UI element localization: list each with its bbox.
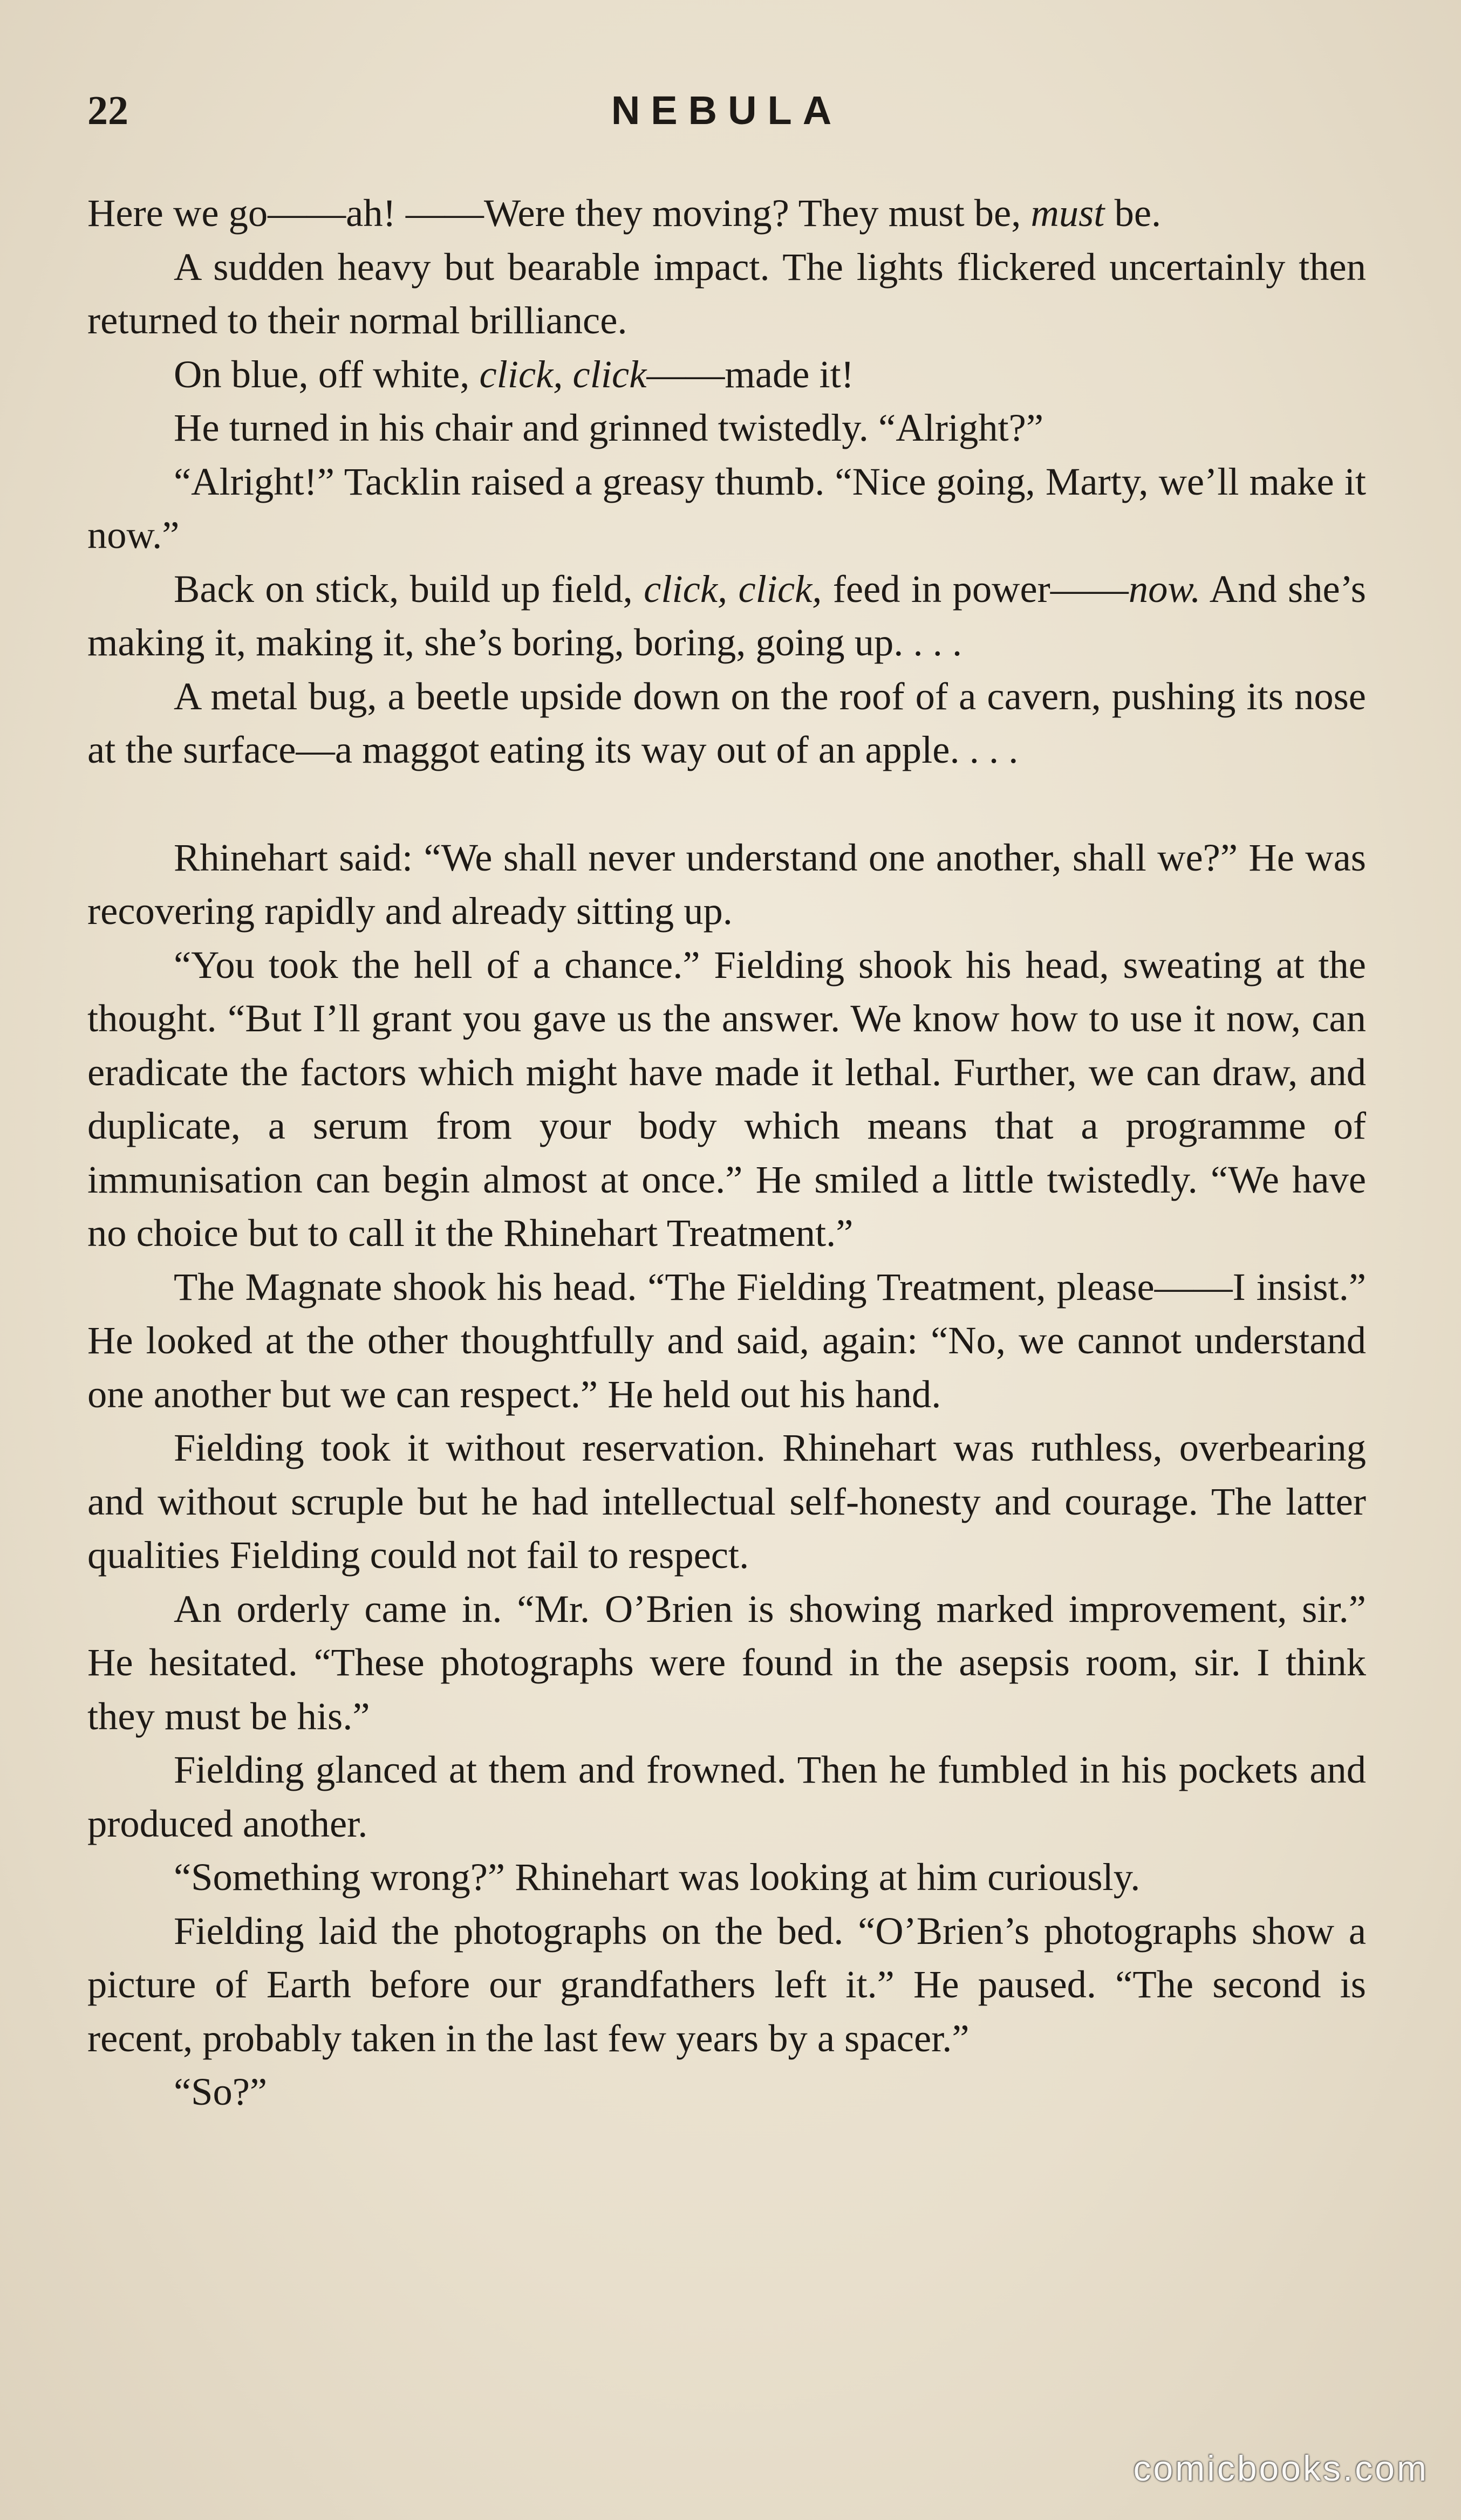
text-run: “Alright!” Tacklin raised a greasy thumb. “Nice going, Marty, we’ll make it now.” <box>87 459 1366 557</box>
paragraph <box>87 669 1366 777</box>
text-run: And she’s making it, making it, she’s boring, boring, going up. . . . <box>87 566 1366 664</box>
italic-text: now. <box>1128 566 1201 611</box>
text-run: Fielding glanced at them and frowned. Then he fumbled in his pockets and produced another. <box>87 1748 1366 1845</box>
text-run: An orderly came in. “Mr. O’Brien is showing marked improvement, sir.” He hesitated. “These photographs were found in the asepsis room, sir. I think they must be his.” <box>87 1586 1366 1738</box>
paragraph <box>87 831 1366 938</box>
text-run: “So?” <box>174 2070 268 2113</box>
text-run: A metal bug, a beetle upside down on the roof of a cavern, pushing its nose at the surface—a maggot eating its way out of an apple. . . . <box>87 674 1366 771</box>
text-run: be. <box>1104 191 1162 235</box>
text-run: Fielding took it without reservation. Rhinehart was ruthless, overbearing and without scruple but he had intellectual self-honesty and courage. The latter qualities Fielding could not fail to respect. <box>87 1426 1366 1577</box>
paragraph <box>87 401 1366 455</box>
section-break <box>87 777 1366 831</box>
text-run: Here we go——ah! ——Were they moving? They must be, <box>87 191 1031 235</box>
text-run: Back on stick, build up field, <box>174 566 644 611</box>
paragraph <box>87 1743 1366 1850</box>
paragraph <box>87 562 1366 669</box>
paragraph <box>87 455 1366 562</box>
text-run: Rhinehart said: “We shall never understand one another, shall we?” He was recovering rapidly and already sitting up. <box>87 835 1366 933</box>
page-number: 22 <box>87 88 128 133</box>
paragraph <box>87 1421 1366 1582</box>
text-run: “Something wrong?” Rhinehart was looking at him curiously. <box>174 1855 1141 1899</box>
text-run: Fielding laid the photographs on the bed. “O’Brien’s photographs show a picture of Earth before our grandfathers left it.” He paused. “The second is recent, probably taken in the last few years by a spacer.” <box>87 1908 1366 2060</box>
paragraph <box>87 1850 1366 1904</box>
running-head: NEBULA <box>611 88 843 133</box>
watermark: comicbooks.com <box>1133 2448 1429 2488</box>
page-header <box>87 81 1366 140</box>
text-run: The Magnate shook his head. “The Fielding Treatment, please——I insist.” He looked at the other thoughtfully and said, again: “No, we cannot understand one another but we can respect.” He held out his hand. <box>87 1264 1366 1416</box>
paragraph <box>87 1904 1366 2065</box>
italic-text: must <box>1030 191 1105 235</box>
paragraph <box>87 1582 1366 1743</box>
italic-text: click, click, <box>644 566 822 611</box>
text-run: feed in power—— <box>822 566 1129 611</box>
paragraph <box>87 186 1366 240</box>
paragraph <box>87 347 1366 401</box>
text-run: A sudden heavy but bearable impact. The lights flickered uncertainly then returned to their normal brilliance. <box>87 244 1366 342</box>
paragraph <box>87 2065 1366 2119</box>
paragraph <box>87 1260 1366 1421</box>
text-run: He turned in his chair and grinned twistedly. “Alright?” <box>174 406 1043 449</box>
paragraph <box>87 938 1366 1260</box>
body-text <box>87 186 1366 2119</box>
paragraph <box>87 240 1366 347</box>
text-run: On blue, off white, <box>174 352 480 396</box>
text-run: “You took the hell of a chance.” Fielding shook his head, sweating at the thought. “But I’ll grant you gave us the answer. We know how to use it now, can eradicate the factors which might have made it lethal. Further, we can draw, and duplicate, a serum from your body which means that a programme of immunisation can begin almost at once.” He smiled a little twistedly. “We have no choice but to call it the Rhinehart Treatment.” <box>87 942 1366 1255</box>
text-run: ——made it! <box>646 352 854 396</box>
italic-text: click, click <box>479 352 647 396</box>
